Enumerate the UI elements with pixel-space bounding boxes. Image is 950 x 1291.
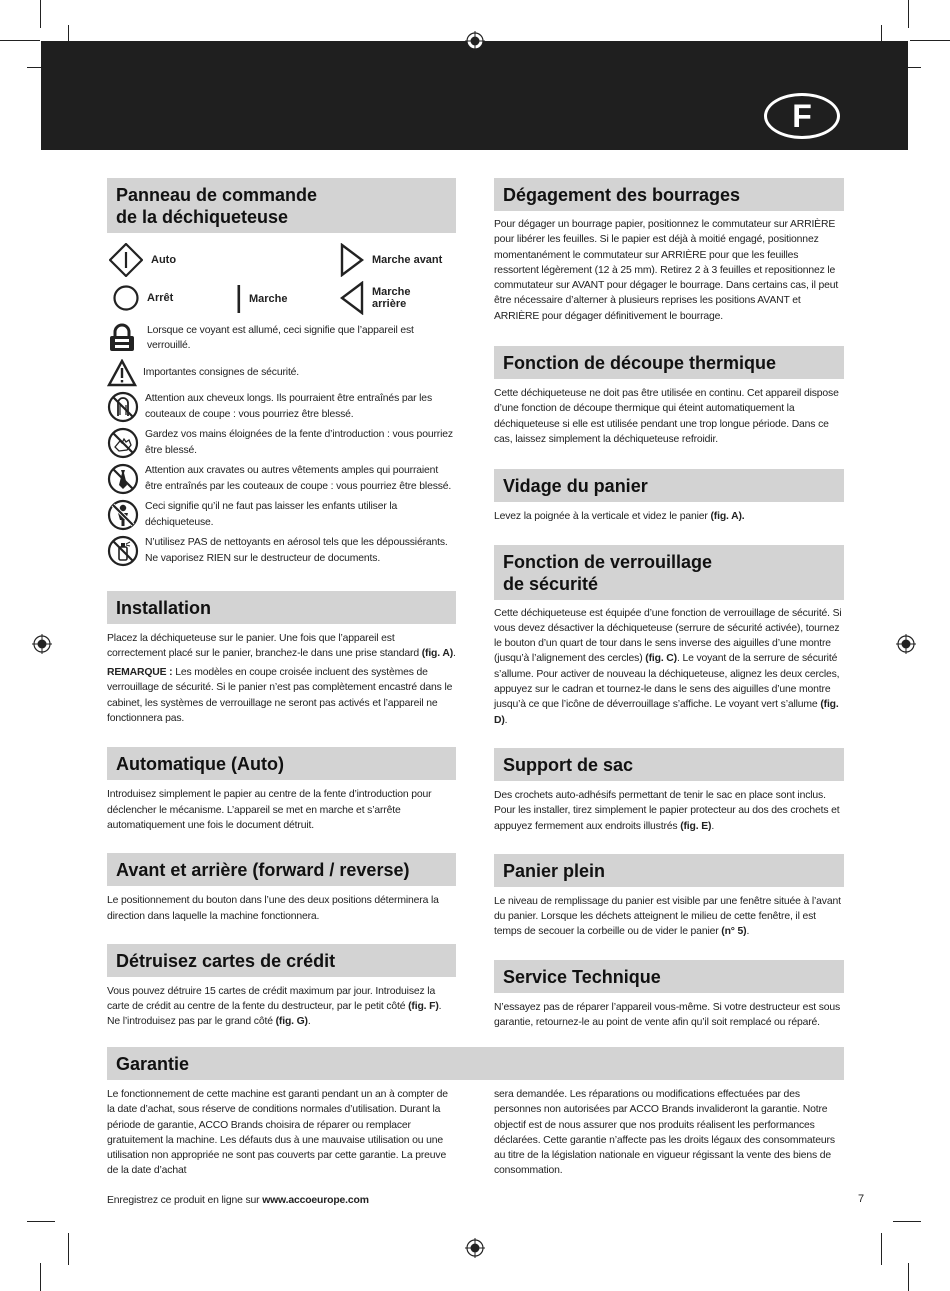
installation-section bbox=[107, 591, 456, 727]
section-heading: Support de sac bbox=[494, 748, 844, 781]
lock-note: Lorsque ce voyant est allumé, ceci signifie que l’appareil est verrouillé. bbox=[107, 323, 456, 354]
registration-mark-icon bbox=[896, 634, 916, 654]
crop-mark bbox=[0, 40, 40, 41]
warning-item: Attention aux cheveux longs. Ils pourraient être entraînés par les couteaux de coupe : vous pourriez être blessé. bbox=[107, 391, 456, 423]
registration-mark-icon bbox=[465, 31, 485, 51]
crop-mark bbox=[40, 1263, 41, 1291]
paragraph: Le niveau de remplissage du panier est visible par une fenêtre située à l’avant du panier. Lorsque les déchets atteignent le milieu de cette fenêtre, il est temps de secouer la corbeille ou de vider le panier (n° 5). bbox=[494, 895, 841, 938]
crop-mark bbox=[893, 1221, 921, 1222]
crop-mark bbox=[27, 1221, 55, 1222]
crop-mark bbox=[68, 1233, 69, 1265]
reverse-arrow-icon bbox=[340, 281, 364, 315]
section-heading: Panier plein bbox=[494, 854, 844, 887]
on-control: Marche bbox=[237, 285, 288, 313]
section-heading: Installation bbox=[107, 591, 456, 624]
paragraph: Placez la déchiqueteuse sur le panier. Une fois que l’appareil est correctement placé sur le panier, branchez-le dans une prise standard (fig. A). bbox=[107, 632, 456, 659]
forward-arrow-icon bbox=[340, 243, 364, 277]
paragraph: Levez la poignée à la verticale et videz le panier (fig. A). bbox=[494, 511, 745, 523]
reverse-control: Marche arrière bbox=[340, 281, 411, 315]
warning-item: N’utilisez PAS de nettoyants en aérosol tels que les dépoussiérants. Ne vaporisez RIEN sur le destructeur de documents. bbox=[107, 535, 456, 567]
auto-diamond-icon bbox=[109, 243, 143, 277]
crop-mark bbox=[40, 0, 41, 28]
warning-item: Importantes consignes de sécurité. bbox=[107, 359, 456, 387]
paragraph: Introduisez simplement le papier au centre de la fente d’introduction pour déclencher le mécanisme. L’appareil se met en marche et s’arrête automatiquement une fois le document détruit. bbox=[107, 789, 432, 831]
auto-control: Auto bbox=[109, 243, 176, 277]
emptying-section bbox=[494, 469, 844, 524]
control-panel-section bbox=[107, 178, 456, 567]
paragraph: Vous pouvez détruire 15 cartes de crédit maximum par jour. Introduisez la carte de crédit au centre de la fente du destructeur, par le petit côté (fig. F). Ne l’introduisez pas par le grand côté (fig. G). bbox=[107, 985, 442, 1028]
section-heading: Fonction de découpe thermique bbox=[494, 346, 844, 379]
section-heading: Automatique (Auto) bbox=[107, 747, 456, 780]
crop-mark bbox=[908, 0, 909, 28]
padlock-icon bbox=[107, 323, 137, 353]
section-heading: Avant et arrière (forward / reverse) bbox=[107, 853, 456, 886]
paragraph: Cette déchiqueteuse ne doit pas être utilisée en continu. Cet appareil dispose d’une fonction de découpe thermique qui éteint automatiquement la déchiqueteuse si elle est utilisée pendant une trop longue période. Dans ce cas, laissez simplement la déchiqueteuse refroidir. bbox=[494, 388, 839, 445]
off-circle-icon bbox=[113, 285, 139, 311]
language-badge: F bbox=[764, 93, 840, 139]
on-bar-icon bbox=[237, 285, 241, 313]
left-column bbox=[107, 178, 456, 1030]
paragraph: Le positionnement du bouton dans l’une des deux positions déterminera la direction dans laquelle la machine fonctionnera. bbox=[107, 895, 439, 922]
registration-mark-icon bbox=[465, 1238, 485, 1258]
thermal-section bbox=[494, 346, 844, 447]
paragraph: sera demandée. Les réparations ou modifications effectuées par des personnes non autorisées par ACCO Brands invalideront la garantie. Notre objectif est de nous assurer que nos produits réalisent les performances déclarées. Cette garantie n’affecte pas les droits légaux des consommateurs au titre de la législation nationale en vigueur régissant la vente des biens de consommation. bbox=[494, 1089, 835, 1177]
warning-item: Gardez vos mains éloignées de la fente d’introduction : vous pourriez être blessé. bbox=[107, 427, 456, 459]
warranty-columns bbox=[107, 1087, 844, 1179]
paragraph: N’essayez pas de réparer l’appareil vous-même. Si votre destructeur est sous garantie, retournez-le au point de vente afin qu’il soit remplacé ou réparé. bbox=[494, 1001, 841, 1029]
no-aerosol-icon bbox=[107, 535, 139, 567]
control-legend bbox=[107, 241, 456, 321]
bag-support-section bbox=[494, 748, 844, 834]
warning-item: Attention aux cravates ou autres vêtements amples qui pourraient être entraînés par les couteaux de coupe : vous pourriez être blessé. bbox=[107, 463, 456, 495]
auto-section bbox=[107, 747, 456, 833]
crop-mark bbox=[910, 40, 950, 41]
paragraph: Des crochets auto-adhésifs permettant de tenir le sac en place sont inclus. Pour les installer, tirez simplement le papier protecteur au dos des crochets et appuyez fermement aux endroits illustrés (fig. E). bbox=[494, 789, 840, 832]
credit-cards-section bbox=[107, 944, 456, 1030]
jams-section bbox=[494, 178, 844, 324]
paragraph: Pour dégager un bourrage papier, positionnez le commutateur sur ARRIÈRE pour libérer les feuilles. Si le papier est déjà à moitié engagé, positionnez momentanément le commutateur sur ARRIÈRE pour que les feuilles ressortent légèrement (12 à 25 mm). Retirez 2 à 3 feuilles et repositionnez le commutateur sur AVANT pour dégager le bourrage. Dans certains cas, il peut être nécessaire d’alterner à plusieurs reprises les positions AVANT et ARRIÈRE pour dégager définitivement le bourrage. bbox=[494, 219, 839, 322]
no-long-hair-icon bbox=[107, 391, 139, 423]
warning-triangle-icon bbox=[107, 359, 137, 387]
section-heading: Panneau de commande de la déchiqueteuse bbox=[107, 178, 456, 233]
section-heading: Garantie bbox=[107, 1047, 844, 1080]
paragraph: REMARQUE : Les modèles en coupe croisée incluent des systèmes de verrouillage de sécurité. Si le panier n’est pas complètement encastré dans le cabinet, les systèmes de verrouillage ne seront pas activés et l’appareil ne fonctionnera pas. bbox=[107, 667, 453, 725]
section-heading: Service Technique bbox=[494, 960, 844, 993]
off-control: Arrêt bbox=[113, 285, 173, 311]
no-ties-icon bbox=[107, 463, 139, 495]
crop-mark bbox=[908, 1263, 909, 1291]
no-hands-icon bbox=[107, 427, 139, 459]
register-link[interactable]: www.accoeurope.com bbox=[262, 1194, 369, 1206]
register-line: Enregistrez ce produit en ligne sur www.accoeurope.com bbox=[107, 1194, 369, 1206]
safety-lock-section bbox=[494, 545, 844, 728]
service-section bbox=[494, 960, 844, 1031]
section-heading: Détruisez cartes de crédit bbox=[107, 944, 456, 977]
forward-control: Marche avant bbox=[340, 243, 442, 277]
warranty-section bbox=[107, 1047, 844, 1208]
section-heading: Vidage du panier bbox=[494, 469, 844, 502]
crop-mark bbox=[881, 1233, 882, 1265]
page-number: 7 bbox=[858, 1193, 865, 1205]
paragraph: Le fonctionnement de cette machine est garanti pendant un an à compter de la date d’achat, sous réserve de conditions normales d’utilisation. Durant la période de garantie, ACCO Brands choisira de réparer ou remplacer gratuitement la machine. Les défauts dus à une mauvaise utilisation ou une utilisation non appropriée ne sont pas couverts par cette garantie. La preuve de la date d’achat bbox=[107, 1089, 448, 1177]
bin-full-section bbox=[494, 854, 844, 940]
registration-mark-icon bbox=[32, 634, 52, 654]
section-heading: Fonction de verrouillage de sécurité bbox=[494, 545, 844, 600]
warning-item: Ceci signifie qu’il ne faut pas laisser les enfants utiliser la déchiqueteuse. bbox=[107, 499, 456, 531]
no-children-icon bbox=[107, 499, 139, 531]
paragraph: Cette déchiqueteuse est équipée d’une fonction de verrouillage de sécurité. Si vous devez désactiver la déchiqueteuse (serrure de sécurité activée), tournez le bouton d’un quart de tour dans le sens inverse des aiguilles d’une montre (jusqu’à l’alignement des cercles) (fig. C). Le voyant de la serrure de sécurité s’allume. Pour activer de nouveau la déchiqueteuse, alignez les deux cercles, appuyez sur le cadran et tournez-le dans le sens des aiguilles d’une montre jusqu’à ce que l’icône de déverrouillage s’affiche. Le voyant vert s’allume (fig. D). bbox=[494, 607, 842, 726]
section-heading: Dégagement des bourrages bbox=[494, 178, 844, 211]
forward-reverse-section bbox=[107, 853, 456, 924]
header-banner bbox=[41, 41, 908, 150]
right-column bbox=[494, 178, 844, 1030]
